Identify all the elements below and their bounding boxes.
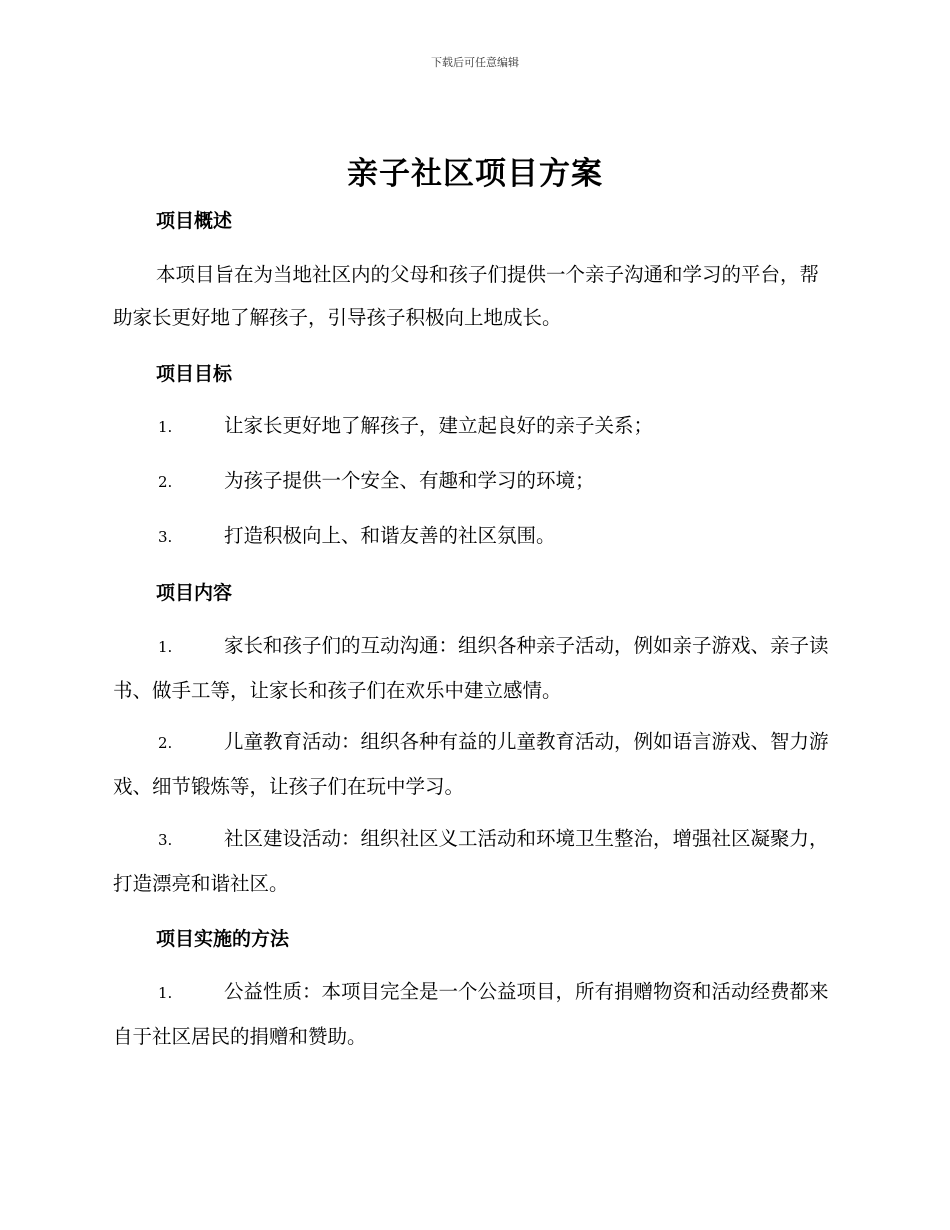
goal-item [113,404,838,449]
content-item [113,817,838,905]
section-heading-overview: 项目概述 [156,210,233,232]
section-heading-methods: 项目实施的方法 [156,928,290,950]
list-number: 2. [158,734,173,752]
section-heading-goals: 项目目标 [156,363,233,385]
page-header-note: 下载后可任意编辑 [431,56,519,69]
list-number: 1. [158,984,173,1002]
content-item [113,720,838,808]
list-number: 1. [158,638,173,656]
goal-item [113,459,838,504]
section-heading-content: 项目内容 [156,582,233,604]
list-number: 2. [158,473,173,491]
content-item [113,624,838,712]
list-number: 3. [158,831,173,849]
list-item-text: 家长和孩子们的互动沟通：组织各种亲子活动，例如亲子游戏、亲子读书、做手工等，让家长和孩子们在欢乐中建立感情。 [113,634,829,702]
list-item-text: 儿童教育活动：组织各种有益的儿童教育活动，例如语言游戏、智力游戏、细节锻炼等，让孩子们在玩中学习。 [113,730,829,798]
list-item-text: 让家长更好地了解孩子，建立起良好的亲子关系； [224,414,654,437]
document-title: 亲子社区项目方案 [347,156,603,192]
goal-item [113,514,838,559]
list-item-text: 打造积极向上、和谐友善的社区氛围。 [224,524,556,547]
list-item-text: 公益性质：本项目完全是一个公益项目，所有捐赠物资和活动经费都来自于社区居民的捐赠和赞助。 [113,980,829,1048]
list-number: 3. [158,528,173,546]
list-item-text: 社区建设活动：组织社区义工活动和环境卫生整治，增强社区凝聚力，打造漂亮和谐社区。 [113,827,829,895]
method-item [113,970,838,1058]
overview-paragraph: 本项目旨在为当地社区内的父母和孩子们提供一个亲子沟通和学习的平台，帮助家长更好地了解孩子，引导孩子积极向上地成长。 [113,263,820,329]
list-number: 1. [158,418,173,436]
list-item-text: 为孩子提供一个安全、有趣和学习的环境； [224,469,595,492]
